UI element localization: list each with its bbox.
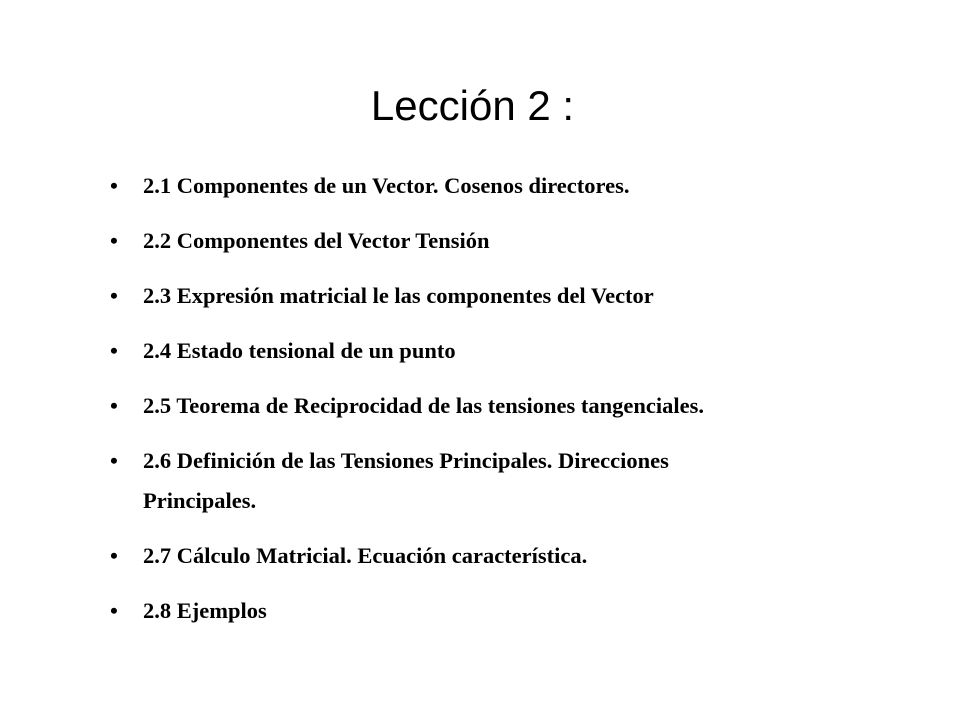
list-item-text: 2.2 Componentes del Vector Tensión [143,228,490,253]
bullet-icon: • [110,338,118,363]
list-item-text: 2.4 Estado tensional de un punto [143,338,456,363]
list-item-text: 2.3 Expresión matricial le las componentes del Vector [143,283,654,308]
slide-title: Lección 2 : [370,82,575,129]
bullet-icon: • [110,543,118,568]
list-item [110,386,870,426]
list-item [110,221,870,261]
bullet-icon: • [110,173,118,198]
list-item [110,276,870,316]
bullet-icon: • [110,598,118,623]
list-item [110,166,870,206]
list-item [110,536,870,576]
bullet-icon: • [110,283,118,308]
list-item-text: 2.1 Componentes de un Vector. Cosenos directores. [143,173,630,198]
list-item-text: 2.5 Teorema de Reciprocidad de las tensiones tangenciales. [143,393,705,418]
list-item-text: 2.8 Ejemplos [143,598,267,623]
list-item-text: 2.7 Cálculo Matricial. Ecuación característica. [143,543,588,568]
list-item [110,591,870,631]
bullet-icon: • [110,228,118,253]
topic-list [110,166,870,646]
bullet-icon: • [110,393,118,418]
list-item-text: 2.6 Definición de las Tensiones Principales. Direcciones Principales. [143,448,669,513]
bullet-icon: • [110,448,118,473]
list-item [110,441,870,521]
list-item [110,331,870,371]
